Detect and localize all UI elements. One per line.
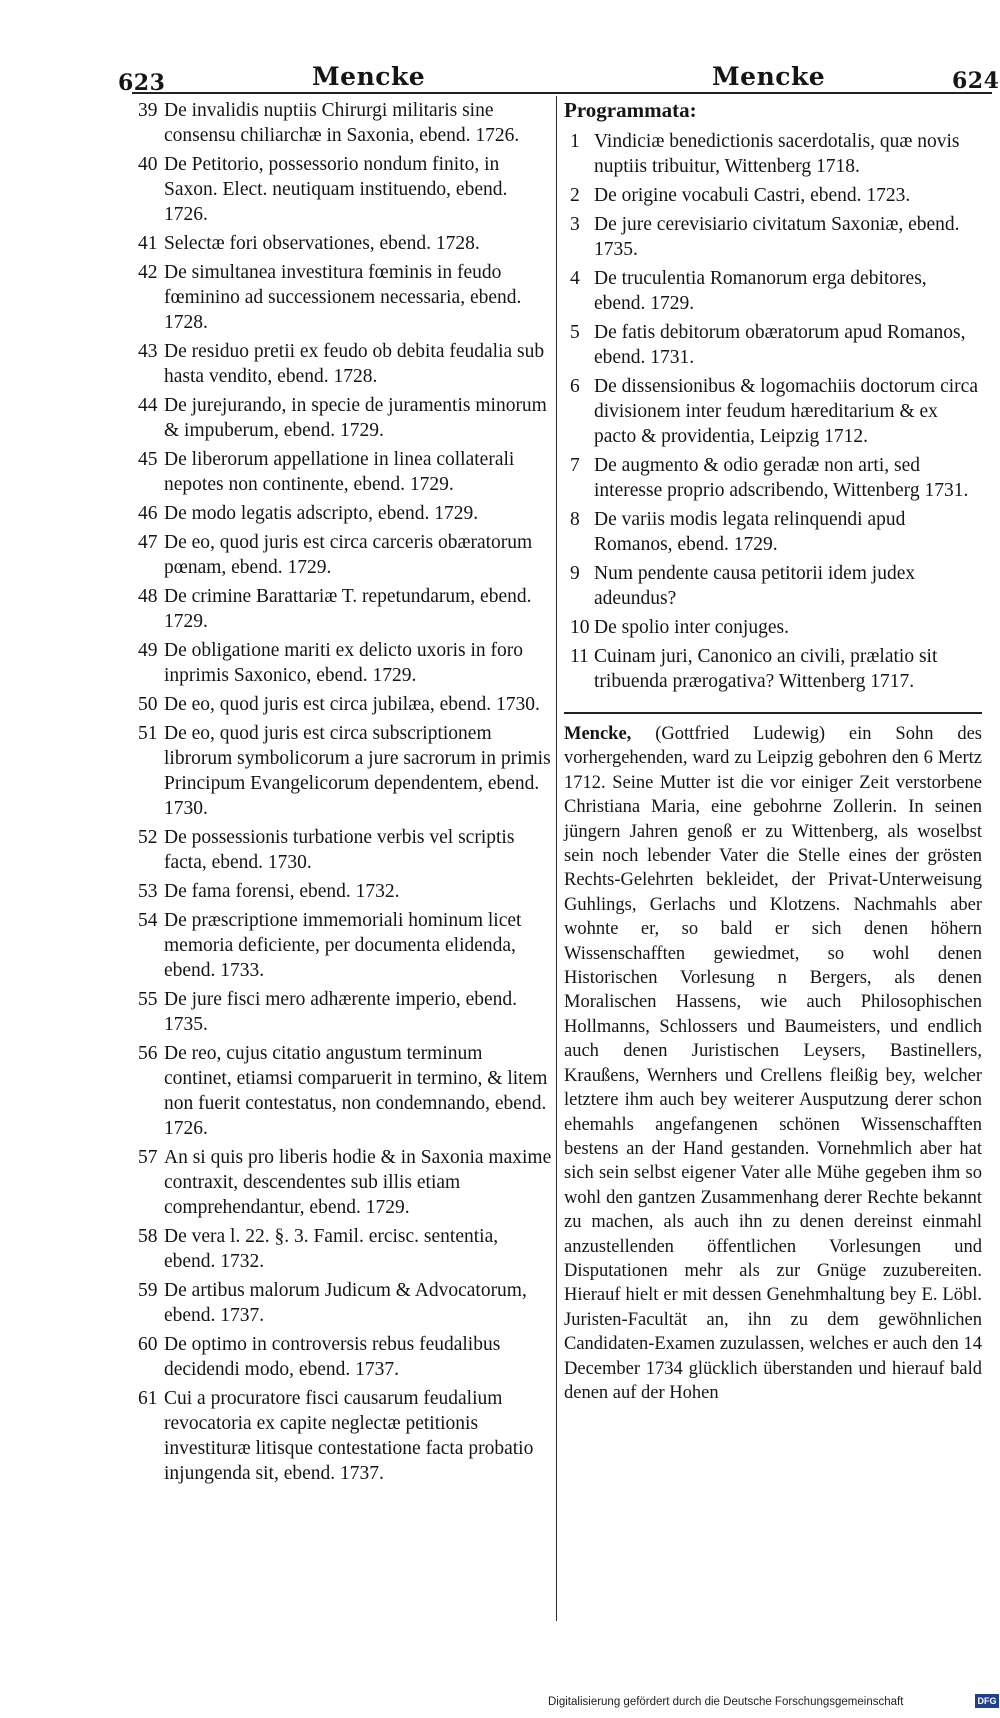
list-item	[564, 266, 982, 316]
entry-number: 43	[138, 341, 158, 362]
entry-number: 5	[570, 322, 580, 343]
entry-number: 54	[138, 910, 158, 931]
entry-number: 39	[138, 100, 158, 121]
left-column	[138, 98, 552, 1490]
list-item	[138, 339, 552, 389]
biography-name: Mencke,	[564, 724, 632, 744]
entry-text: De spolio inter conjuges.	[594, 617, 789, 638]
list-item	[564, 453, 982, 503]
programmata-list	[564, 129, 982, 694]
entry-number: 2	[570, 185, 580, 206]
entry-number: 51	[138, 723, 158, 744]
entry-number: 49	[138, 640, 158, 661]
entry-number: 46	[138, 503, 158, 524]
list-item	[564, 644, 982, 694]
entry-text: De eo, quod juris est circa subscriptionem librorum symbolicorum a jure sacrorum in primis Principum Evangelicorum dependentem, ebend. 1730.	[164, 723, 551, 819]
list-item	[138, 98, 552, 148]
entry-text: De crimine Barattariæ T. repetundarum, ebend. 1729.	[164, 586, 532, 632]
list-item	[138, 1224, 552, 1274]
entry-number: 56	[138, 1043, 158, 1064]
entry-text: De optimo in controversis rebus feudalibus decidendi modo, ebend. 1737.	[164, 1334, 501, 1380]
list-item	[138, 260, 552, 335]
entry-text: Num pendente causa petitorii idem judex adeundus?	[594, 563, 916, 609]
entry-text: Selectæ fori observationes, ebend. 1728.	[164, 233, 480, 254]
entry-number: 47	[138, 532, 158, 553]
entry-number: 42	[138, 262, 158, 283]
entry-text: De jure cerevisiario civitatum Saxoniæ, ebend. 1735.	[594, 214, 960, 260]
list-item	[138, 152, 552, 227]
digitization-credit: Digitalisierung gefördert durch die Deutsche Forschungsgemeinschaft	[548, 1696, 904, 1708]
list-item	[138, 1278, 552, 1328]
list-item	[138, 584, 552, 634]
entry-text: De eo, quod juris est circa jubilæa, ebend. 1730.	[164, 694, 540, 715]
list-item	[564, 212, 982, 262]
entry-text: De fatis debitorum obæratorum apud Romanos, ebend. 1731.	[594, 322, 966, 368]
entry-number: 61	[138, 1388, 158, 1409]
entry-number: 7	[570, 455, 580, 476]
entry-number: 8	[570, 509, 580, 530]
entry-text: De eo, quod juris est circa carceris obæratorum pœnam, ebend. 1729.	[164, 532, 533, 578]
running-head-right: Mencke	[712, 62, 826, 91]
entry-number: 58	[138, 1226, 158, 1247]
entry-text: De invalidis nuptiis Chirurgi militaris sine consensu chiliarchæ in Saxonia, ebend. 1726.	[164, 100, 520, 146]
entry-text: De truculentia Romanorum erga debitores, ebend. 1729.	[594, 268, 927, 314]
column-divider	[556, 96, 557, 1621]
entry-number: 44	[138, 395, 158, 416]
entry-text: De jurejurando, in specie de juramentis minorum & impuberum, ebend. 1729.	[164, 395, 547, 441]
dfg-logo-icon: DFG	[975, 1694, 999, 1708]
page-number-right: 624	[952, 68, 1000, 94]
entry-text: Cuinam juri, Canonico an civili, prælatio sit tribuenda prærogativa? Wittenberg 1717.	[594, 646, 938, 692]
biography-entry	[564, 712, 982, 1405]
list-item	[564, 183, 982, 208]
entry-text: De liberorum appellatione in linea collaterali nepotes non continente, ebend. 1729.	[164, 449, 515, 495]
right-column	[564, 98, 982, 1405]
list-item	[138, 1332, 552, 1382]
list-item	[564, 320, 982, 370]
entry-number: 1	[570, 131, 580, 152]
list-item	[138, 530, 552, 580]
entry-number: 60	[138, 1334, 158, 1355]
entry-number: 50	[138, 694, 158, 715]
header-rule	[132, 92, 992, 94]
entry-text: De jure fisci mero adhærente imperio, ebend. 1735.	[164, 989, 518, 1035]
entry-text: De fama forensi, ebend. 1732.	[164, 881, 400, 902]
entry-text: De residuo pretii ex feudo ob debita feudalia sub hasta vendito, ebend. 1728.	[164, 341, 545, 387]
entry-text: De artibus malorum Judicum & Advocatorum, ebend. 1737.	[164, 1280, 527, 1326]
list-item	[564, 129, 982, 179]
entry-text: De præscriptione immemoriali hominum licet memoria deficiente, per documenta elidenda, ebend. 1733.	[164, 910, 522, 981]
entry-text: De modo legatis adscripto, ebend. 1729.	[164, 503, 479, 524]
entry-number: 9	[570, 563, 580, 584]
entry-text: De possessionis turbatione verbis vel scriptis facta, ebend. 1730.	[164, 827, 515, 873]
entry-text: An si quis pro liberis hodie & in Saxonia maxime contraxit, descendentes sub illis etiam comprehendantur, ebend. 1729.	[164, 1147, 552, 1218]
list-item	[138, 1145, 552, 1220]
list-item	[138, 231, 552, 256]
list-item	[138, 908, 552, 983]
list-item	[138, 638, 552, 688]
programmata-heading: Programmata:	[564, 98, 697, 122]
entry-number: 11	[570, 646, 589, 667]
list-item	[564, 561, 982, 611]
running-head-left: Mencke	[312, 62, 426, 91]
list-item	[564, 374, 982, 449]
entry-text: Cui a procuratore fisci causarum feudalium revocatoria ex capite neglectæ petitionis investituræ litisque contestatione facta probatio injungenda sit, ebend. 1737.	[164, 1388, 534, 1484]
entry-number: 57	[138, 1147, 158, 1168]
entry-number: 4	[570, 268, 580, 289]
entry-number: 59	[138, 1280, 158, 1301]
entry-text: De augmento & odio geradæ non arti, sed interesse proprio adscribendo, Wittenberg 1731.	[594, 455, 969, 501]
list-item	[138, 692, 552, 717]
entry-number: 40	[138, 154, 158, 175]
page-number-left: 623	[118, 70, 166, 96]
entry-number: 55	[138, 989, 158, 1010]
entry-number: 3	[570, 214, 580, 235]
entry-text: De reo, cujus citatio angustum terminum continet, etiamsi comparuerit in termino, & litem non fuerit contestatus, non condemnando, ebend. 1726.	[164, 1043, 548, 1139]
entry-text: De dissensionibus & logomachiis doctorum circa divisionem inter feudum hæreditarium & ex pacto & providentia, Leipzig 1712.	[594, 376, 978, 447]
entry-number: 53	[138, 881, 158, 902]
list-item	[564, 615, 982, 640]
list-item	[138, 393, 552, 443]
entry-number: 48	[138, 586, 158, 607]
list-item	[138, 447, 552, 497]
entry-text: De simultanea investitura fœminis in feudo fœminino ad successionem necessaria, ebend. 1728.	[164, 262, 522, 333]
entry-number: 10	[570, 617, 590, 638]
entry-number: 6	[570, 376, 580, 397]
list-item	[138, 825, 552, 875]
list-item	[564, 507, 982, 557]
entry-text: De Petitorio, possessorio nondum finito, in Saxon. Elect. neutiquam instituendo, ebend. 1726.	[164, 154, 508, 225]
entry-text: Vindiciæ benedictionis sacerdotalis, quæ novis nuptiis tribuitur, Wittenberg 1718.	[594, 131, 960, 177]
entry-text: De variis modis legata relinquendi apud Romanos, ebend. 1729.	[594, 509, 906, 555]
list-item	[138, 501, 552, 526]
entry-number: 41	[138, 233, 158, 254]
entry-text: De vera l. 22. §. 3. Famil. ercisc. sententia, ebend. 1732.	[164, 1226, 499, 1272]
list-item	[138, 987, 552, 1037]
list-item	[138, 721, 552, 821]
list-item	[138, 1041, 552, 1141]
entry-number: 45	[138, 449, 158, 470]
entry-number: 52	[138, 827, 158, 848]
list-item	[138, 879, 552, 904]
entry-text: De obligatione mariti ex delicto uxoris in foro inprimis Saxonico, ebend. 1729.	[164, 640, 524, 686]
biography-text: (Gottfried Ludewig) ein Sohn des vorhergehenden, ward zu Leipzig gebohren den 6 Mertz 1712. Seine Mutter ist die vor einiger Zeit verstorbene Christiana Maria, eine gebohrne Zollerin. In seinen jüngern Jahren genoß er zu Wittenberg, als woselbst sein noch lebender Vater die Stelle eines der grösten Rechts-Gelehrten bekleidet, der Privat-Unterweisung Guhlings, Gerlachs und Klotzens. Nachmahls aber wohnte er, so bald er sich denen höhern Wissenschafften gewiedmet, so wohl denen Historischen Vorlesung n Bergers, als denen Moralischen Hassens, wie auch Philosophischen Hollmanns, Schlossers und Baumeisters, und endlich auch denen Juristischen Leysers, Bastinellers, Kraußens, Wernhers und Crellens fleißig bey, welcher letztere ihm auch bey weiterer Ausputzung derer schon ehemahls angefangenen schönen Wissenschafften bestens an der Hand gestanden. Vornehmlich aber hat sich sein selbst eigener Vater alle Mühe gegeben ihm so wohl den gantzen Zusammenhang derer Rechte bekannt zu machen, als auch ihn zu denen dereinst einmahl anzustellenden öffentlichen Vorlesungen und Disputationen mehr als zur Gnüge zuzubereiten. Hierauf hielt er mit dessen Genehmhaltung bey E. Löbl. Juristen-Facultät an, ihn zu dem gewöhnlichen Candidaten-Examen zuzulassen, welches er auch den 14 December 1734 glücklich überstanden und hierauf bald denen auf der Hohen	[564, 724, 983, 1403]
entry-text: De origine vocabuli Castri, ebend. 1723.	[594, 185, 911, 206]
list-item	[138, 1386, 552, 1486]
